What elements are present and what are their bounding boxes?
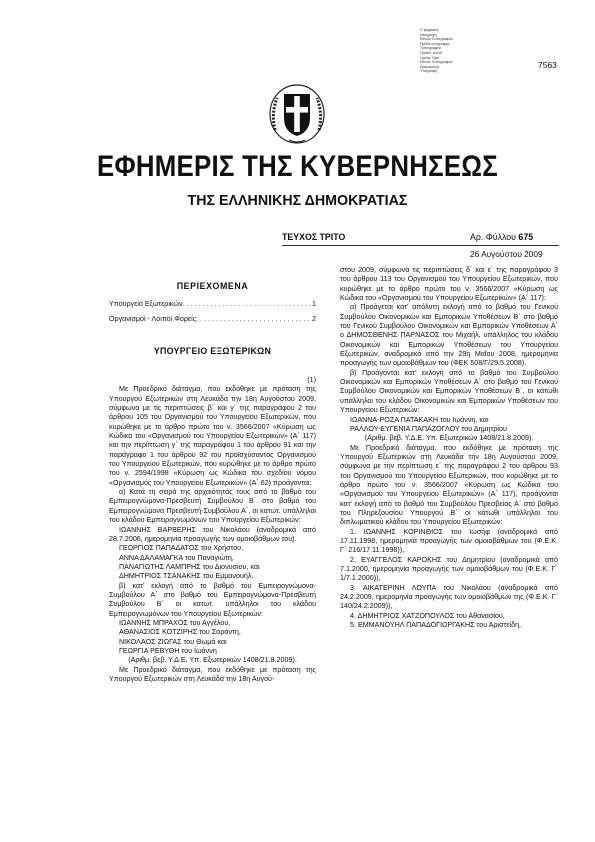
paragraph: Με Προεδρικό διάταγμα, που εκδόθηκε με πρόταση της Υπουργού Εξωτερικών στη Λευκάδα την 18η Αυγούστου 2009, σύμφωνα με τις περιπτώσεις β΄ και γ΄ της παραγράφου 2 του άρθρου 105 του Οργανισμού του Υπουργείου Εξωτερικών, που κυρώθηκε με το άρθρο πρώτο του ν. 3566/2007 «Κύρωση ως Κώδικα του «Οργανισμού του Υπουργείου Εξωτερικών» (Α΄ 117) και την περίπτωση γ΄ της παραγράφου 1 του άρθρου 91 και την παράγραφο 1 του άρθρου 92 του προϊσχύσαντος Οργανισμού του Υπουργείου Εξωτερικών, που κυρώθηκε με το άρθρο πρώτο του ν. 2594/1998 «Κύρωση ως Κώδικα του σχεδίου νόμου «Οργανισμός του Υπουργείου Εξωτερικών» (Α΄ 62) προάγονται: [109,385,316,487]
paragraph: ΔΗΜΗΤΡΙΟΣ ΤΣΑΝΑΚΗΣ του Εμμανουήλ. [119,572,254,581]
stamp-line: Ημ/νία υπογραφής [420,41,450,46]
paragraph: ΓΕΩΡΓΙΟΣ ΠΑΠΑΔΑΤΟΣ του Χρήστου, [119,544,244,553]
paragraph: 3. ΑΙΚΑΤΕΡΙΝΗ ΛΟΥΠΑ του Νικολάου (αναδρομικά από 24.2.2009, ημερομηνία προαγωγής των ομοιοβάθμων της (Φ.Ε.Κ. Γ΄ 140/24.2.2009)), [340,583,558,611]
stamp-line: Ημ/νία, Ώρα [420,55,440,60]
paragraph: α) Προάγεται κατ’ απόλυτη εκλογή από το βαθμό του Γενικού Συμβούλου Οικονομικών και Εμπορικών Υποθέσεων Β΄ στο βαθμό του Γενικού Συμβούλου Οικονομικών και Εμπορικών Υποθέσεων Α΄ ο ΔΗΜΟΣΘΕΝΗΣ ΠΑΡΝΑΣΟΣ του Μιχαήλ, υπάλληλος του κλάδου Οικονομικών και Εμπορικών Υποθέσεων του Υπουργείου Εξωτερικών, αναδρομικά από την 29η Μαΐου 2008, ημερομηνία προαγωγής των ομοιοβάθμων του (ΦΕΚ 508/Γ/29.5.2008). [340,303,558,368]
sheet-number-label: Αρ. Φύλλου [470,232,516,242]
paragraph: ΙΩΑΝΝΗΣ ΜΠΡΑΧΟΣ του Αγγέλου, [119,618,231,627]
stamp-line: υπογραφή [420,32,437,37]
paragraph: στου 2009, σύμφωνα τις περιπτώσεις δ΄ και ε΄ της παραγράφου 3 του άρθρου 113 του Οργανισμού του Υπουργείου Εξωτερικών, που κυρώθηκε με το άρθρο πρώτο του ν. 3566/2007 «Κύρωση ως Κώδικα του «Οργανισμού του Υπουργείου Εξωτερικών» (Α΄ 117): [340,266,558,303]
toc-heading: ΠΕΡΙΕΧΟΜΕΝΑ [176,281,249,291]
paragraph: Με Προεδρικό διάταγμα, που εκδόθηκε με πρόταση της Υπουργού Εξωτερικών στη Λευκάδα την 18η Αυγού- [109,665,316,683]
paragraph: Με Προεδρικό διάταγμα, που εκδόθηκε με πρόταση της Υπουργού Εξωτερικών στη Λευκάδα την 18η Αυγούστου 2009, σύμφωνα με την περίπτωση ε΄ της παραγράφου 2 του άρθρου 93 του Οργανισμού του Υπουργείου Εξωτερικών, που κυρώθηκε με το άρθρο πρώτο του ν. 3566/2007 «Κύρωση ως Κώδικα του «Οργανισμού του Υπουργείου Εξωτερικών» (Α΄ 117), προάγονται κατ’ εκλογή από το βαθμό του Συμβούλου Πρεσβείας Α΄ στο βαθμό του Πληρεξουσίου Υπουργού Β΄ οι κάτωθι υπάλληλοι του διπλωματικού κλάδου του Υπουργείου Εξωτερικών: [340,443,558,527]
paragraph: β) Προάγονται κατ’ εκλογή από το βαθμό του Συμβούλου Οικονομικών και Εμπορικών Υποθέσεων Α΄ στο βαθμό του Γενικού Συμβούλου Οικονομικών και Εμπορικών Υποθέσεων Β΄, οι κάτωθι υπάλληλοι του κλάδου Οικονομικών και Εμπορικών Υποθέσεων του Υπουργείου Εξωτερικών: [340,368,558,415]
paragraph: ΑΘΑΝΑΣΙΟΣ ΚΟΤΖΙΡΗΣ του Σαράντη, [119,628,241,637]
stamp-line: Ο ψηφιακός [420,28,440,32]
paragraph: α) Κατά τη σειρά της αρχαιότητάς τους από το βαθμό του Εμπειρογνώμονα-Πρεσβευτή Συμβούλου Β΄ στο βαθμό του Εμπειρογνώμονα Πρεσβευτή-Συμβούλου Α΄, οι κατωτ. υπάλληλοι του κλάδου Εμπειρογνωμόνων του Υπουργείου Εξωτερικών: [109,488,316,525]
stamp-line: Υπογραφή [420,69,438,74]
toc-item-page: 1 [312,300,316,308]
toc-item-page: 2 [312,315,316,323]
paragraph: ΑΝΝΑ ΔΑΛΑΜΑΓΚΑ του Παναγιώτη, [119,553,234,562]
toc-leader-dots [183,300,312,308]
section-heading: ΥΠΟΥΡΓΕΙΟ ΕΞΩΤΕΡΙΚΩΝ [153,346,272,356]
paragraph: ΠΑΝΑΓΙΩΤΗΣ ΛΑΜΠΡΗΣ του Διονυσίου, και [119,562,260,571]
toc-item-label: Υπουργείο Εξωτερικών [109,300,183,308]
header-divider [282,245,559,246]
sheet-number-value: 675 [518,232,534,242]
page-number: 7563 [538,60,557,70]
gazette-title: ΕΦΗΜΕΡΙΣ ΤΗΣ ΚΥΒΕΡΝΗΣΕΩΣ [96,150,499,183]
paragraph: (Αριθμ. βεβ. Υ.Δ.Ε. Υπ. Εξωτερικών 1408/21.8.2009). [364,434,534,443]
toc-item-label: Οργανισμοί - Λοιποί Φορείς [109,315,197,323]
left-text-column [109,376,316,684]
stamp-line: Εθνικό Τυπογραφείο [420,60,453,65]
paragraph: ΝΙΚΟΛΑΟΣ ΖΙΩΓΑΣ του Θωμά και [119,637,227,646]
paragraph: ΡΑΛΛΟΥ-ΕΥΓΕΝΙΑ ΠΑΠΑΖΟΓΛΟΥ του Δημητρίου [350,424,507,433]
right-text-column [340,266,558,630]
digital-signature-stamp [420,28,480,74]
stamp-line: Ημερομηνία [420,64,440,69]
paragraph: ΙΩΑΝΝΗΣ ΒΑΡΒΕΡΗΣ του Νικολάου (αναδρομικά από 28.7.2006, ημερομηνία προαγωγής των ομοιοβάθμων του). [109,525,316,543]
toc-leader-dots [196,315,312,323]
stamp-line: Τυπογραφείο [420,46,441,51]
gazette-subtitle: ΤΗΣ ΕΛΛΗΝΙΚΗΣ ΔΗΜΟΚΡΑΤΙΑΣ [187,192,408,209]
paragraph: 4. ΔΗΜΗΤΡΙΟΣ ΧΑΤΖΟΠΟΥΛΟΣ του Αθανασίου, [350,611,505,620]
toc-item [109,300,316,308]
paragraph: 2. ΕΥΑΓΓΕΛΟΣ ΚΑΡΟΚΗΣ του Δημητρίου (αναδρομικά από 7.1.2000, ημερομηνία προαγωγής των ομοιοβάθμων του (Φ.Ε.Κ. Γ΄ 1/7.1.2000)), [340,555,558,583]
sheet-number [470,232,533,242]
paragraph: ΙΩΑΝΝΑ-ΡΟΖΑ ΠΑΤΑΚΑΚΗ του Ιωάννη, και [350,415,489,424]
paragraph: β) κατ’ εκλογή από το βαθμό του Εμπειρογνώμονα-Συμβούλου Α΄ στο βαθμό του Εμπειρογνώμονα-Πρεσβευτή Συμβούλου Β΄ οι κατωτ. υπάλληλοι του κλάδου Εμπειρογνωμόνων του Υπουργείου Εξωτερικών: [109,581,316,618]
issue-label: ΤΕΥΧΟΣ ΤΡΙΤΟ [282,232,346,242]
greek-coat-of-arms-icon [267,78,327,146]
paragraph: (Αριθμ. βεβ. Υ.Δ.Ε. Υπ. Εξωτερικών 1408/21.8.2009). [128,656,297,665]
paragraph: (1) [307,376,316,384]
issue-date: 26 Αυγούστου 2009 [470,249,543,259]
toc-item [109,315,316,323]
paragraph: 5. ΕΜΜΑΝΟΥΗΛ ΠΑΠΑΔΟΓΙΩΡΓΑΚΗΣ του Αριστείδη, [350,621,522,630]
stamp-line: Προϊστ. Διεύθ. [420,50,443,55]
paragraph: ΓΕΩΡΓΙΑ ΡΕΒΥΘΗ του Ιωάννη [119,646,217,655]
paragraph: 1. ΙΩΑΝΝΗΣ ΚΟΡΙΝΘΙΟΣ του Ιωσήφ (αναδρομικά από 17.11.1998, ημερομηνία προαγωγής των ομοιοβάθμων του (Φ.Ε.Κ. Γ΄ 216/17.11.1998)), [340,527,558,555]
stamp-line: Εθνικό Τυπογραφείο [420,37,453,42]
